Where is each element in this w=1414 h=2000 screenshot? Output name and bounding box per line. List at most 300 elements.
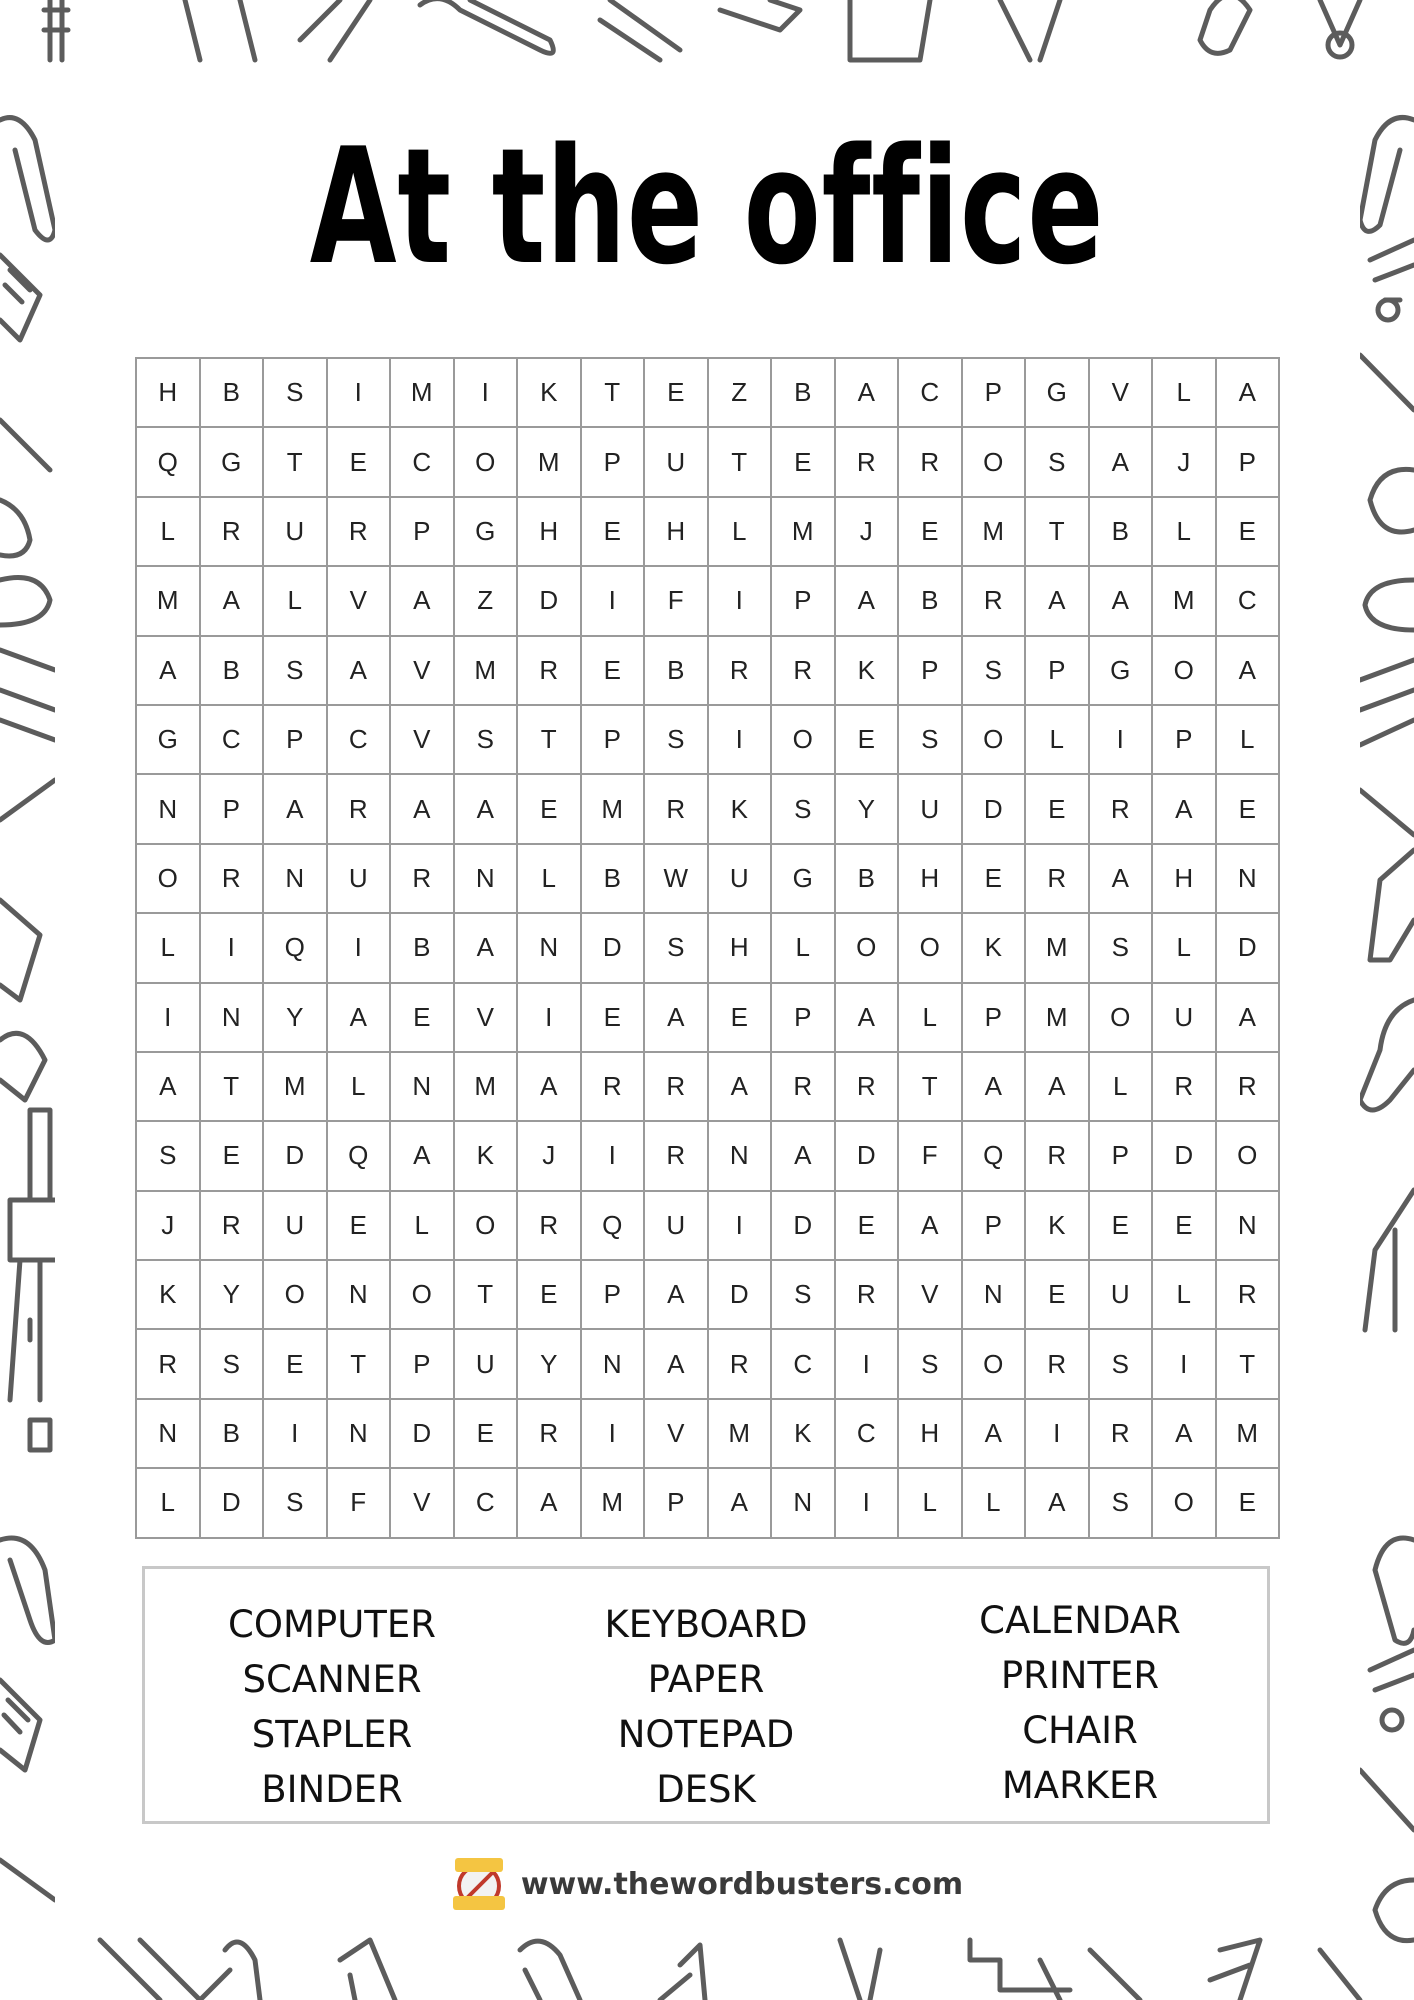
grid-cell: N — [264, 845, 328, 914]
grid-cell: A — [1026, 1053, 1090, 1122]
grid-cell: N — [391, 1053, 455, 1122]
grid-cell: J — [836, 498, 900, 567]
grid-cell: O — [455, 1192, 519, 1261]
grid-cell: P — [264, 706, 328, 775]
grid-cell: I — [582, 1400, 646, 1469]
grid-cell: D — [201, 1469, 265, 1538]
grid-cell: R — [391, 845, 455, 914]
grid-cell: R — [836, 428, 900, 497]
grid-cell: I — [709, 567, 773, 636]
grid-cell: G — [1026, 359, 1090, 428]
grid-cell: I — [328, 359, 392, 428]
grid-cell: L — [1153, 498, 1217, 567]
grid-cell: S — [772, 775, 836, 844]
grid-cell: R — [836, 1053, 900, 1122]
grid-cell: E — [899, 498, 963, 567]
grid-cell: U — [264, 498, 328, 567]
grid-cell: T — [201, 1053, 265, 1122]
grid-cell: L — [1153, 1261, 1217, 1330]
grid-cell: J — [137, 1192, 201, 1261]
grid-cell: N — [137, 1400, 201, 1469]
grid-cell: N — [455, 845, 519, 914]
grid-cell: A — [1026, 567, 1090, 636]
grid-cell: M — [772, 498, 836, 567]
grid-cell: M — [1026, 914, 1090, 983]
grid-cell: R — [201, 498, 265, 567]
grid-cell: E — [328, 1192, 392, 1261]
grid-cell: C — [455, 1469, 519, 1538]
grid-cell: R — [1153, 1053, 1217, 1122]
grid-cell: O — [1217, 1122, 1281, 1191]
grid-cell: L — [1153, 914, 1217, 983]
grid-cell: L — [518, 845, 582, 914]
grid-cell: M — [1217, 1400, 1281, 1469]
grid-cell: A — [391, 567, 455, 636]
grid-cell: A — [963, 1053, 1027, 1122]
grid-cell: D — [772, 1192, 836, 1261]
grid-cell: M — [582, 1469, 646, 1538]
grid-cell: O — [264, 1261, 328, 1330]
grid-cell: C — [201, 706, 265, 775]
grid-cell: P — [963, 359, 1027, 428]
grid-cell: A — [1090, 428, 1154, 497]
word-list-item: STAPLER — [251, 1713, 413, 1756]
grid-cell: R — [963, 567, 1027, 636]
grid-cell: S — [1090, 914, 1154, 983]
grid-cell: V — [391, 706, 455, 775]
grid-cell: B — [391, 914, 455, 983]
grid-cell: U — [899, 775, 963, 844]
grid-cell: Z — [455, 567, 519, 636]
footer — [0, 1852, 1414, 1916]
grid-cell: R — [836, 1261, 900, 1330]
grid-cell: G — [137, 706, 201, 775]
grid-cell: E — [709, 984, 773, 1053]
grid-cell: C — [328, 706, 392, 775]
grid-cell: V — [899, 1261, 963, 1330]
grid-cell: I — [1026, 1400, 1090, 1469]
grid-cell: T — [518, 706, 582, 775]
grid-cell: D — [391, 1400, 455, 1469]
grid-cell: I — [709, 1192, 773, 1261]
word-list-item: MARKER — [1001, 1764, 1159, 1807]
grid-cell: E — [455, 1400, 519, 1469]
grid-cell: R — [645, 775, 709, 844]
grid-cell: I — [1090, 706, 1154, 775]
grid-cell: R — [518, 1192, 582, 1261]
grid-cell: Y — [836, 775, 900, 844]
grid-cell: S — [645, 706, 709, 775]
grid-cell: O — [963, 428, 1027, 497]
grid-cell: P — [963, 1192, 1027, 1261]
grid-cell: I — [836, 1469, 900, 1538]
grid-cell: W — [645, 845, 709, 914]
grid-cell: P — [1026, 637, 1090, 706]
grid-cell: Z — [709, 359, 773, 428]
grid-cell: R — [1090, 775, 1154, 844]
grid-cell: A — [201, 567, 265, 636]
grid-cell: E — [645, 359, 709, 428]
grid-cell: D — [709, 1261, 773, 1330]
word-list-item: BINDER — [261, 1768, 403, 1811]
grid-cell: O — [391, 1261, 455, 1330]
grid-cell: B — [836, 845, 900, 914]
grid-cell: P — [963, 984, 1027, 1053]
grid-cell: A — [455, 775, 519, 844]
grid-cell: R — [709, 1330, 773, 1399]
grid-cell: E — [391, 984, 455, 1053]
grid-cell: E — [582, 637, 646, 706]
grid-cell: E — [1217, 775, 1281, 844]
right-decoration — [1360, 118, 1414, 1941]
grid-cell: S — [264, 359, 328, 428]
grid-cell: E — [1026, 1261, 1090, 1330]
grid-cell: A — [709, 1053, 773, 1122]
grid-cell: P — [772, 567, 836, 636]
grid-cell: A — [645, 1330, 709, 1399]
grid-cell: T — [1026, 498, 1090, 567]
grid-cell: O — [1153, 1469, 1217, 1538]
grid-cell: B — [201, 637, 265, 706]
grid-cell: M — [518, 428, 582, 497]
grid-cell: R — [518, 1400, 582, 1469]
grid-cell: M — [391, 359, 455, 428]
grid-cell: A — [328, 637, 392, 706]
grid-cell: H — [1153, 845, 1217, 914]
grid-cell: S — [1026, 428, 1090, 497]
grid-cell: A — [1217, 984, 1281, 1053]
grid-cell: P — [1090, 1122, 1154, 1191]
grid-cell: K — [518, 359, 582, 428]
grid-cell: H — [899, 1400, 963, 1469]
grid-cell: U — [709, 845, 773, 914]
grid-cell: A — [328, 984, 392, 1053]
grid-cell: N — [518, 914, 582, 983]
grid-cell: E — [201, 1122, 265, 1191]
grid-cell: P — [582, 706, 646, 775]
grid-cell: H — [518, 498, 582, 567]
grid-cell: U — [264, 1192, 328, 1261]
grid-cell: R — [709, 637, 773, 706]
grid-cell: A — [518, 1469, 582, 1538]
grid-cell: A — [772, 1122, 836, 1191]
grid-cell: T — [1217, 1330, 1281, 1399]
grid-cell: N — [772, 1469, 836, 1538]
grid-cell: B — [899, 567, 963, 636]
grid-cell: I — [836, 1330, 900, 1399]
grid-cell: M — [1026, 984, 1090, 1053]
grid-cell: N — [582, 1330, 646, 1399]
grid-cell: E — [328, 428, 392, 497]
bottom-decoration — [100, 1940, 1360, 2000]
grid-cell: H — [899, 845, 963, 914]
grid-cell: C — [899, 359, 963, 428]
grid-cell: S — [963, 637, 1027, 706]
word-list-item: DESK — [656, 1768, 756, 1811]
grid-cell: O — [1153, 637, 1217, 706]
grid-cell: L — [1217, 706, 1281, 775]
grid-cell: D — [518, 567, 582, 636]
grid-cell: A — [1026, 1469, 1090, 1538]
grid-cell: A — [899, 1192, 963, 1261]
word-list-item: KEYBOARD — [604, 1603, 808, 1646]
grid-cell: C — [1217, 567, 1281, 636]
grid-cell: A — [1217, 359, 1281, 428]
grid-cell: G — [1090, 637, 1154, 706]
grid-cell: S — [899, 706, 963, 775]
left-decoration — [0, 118, 60, 1901]
grid-cell: E — [1153, 1192, 1217, 1261]
grid-cell: B — [1090, 498, 1154, 567]
grid-cell: S — [899, 1330, 963, 1399]
grid-cell: K — [1026, 1192, 1090, 1261]
grid-cell: R — [1026, 1122, 1090, 1191]
word-list-item: SCANNER — [242, 1658, 422, 1701]
grid-cell: J — [518, 1122, 582, 1191]
grid-cell: D — [264, 1122, 328, 1191]
grid-cell: P — [1217, 428, 1281, 497]
grid-cell: L — [899, 1469, 963, 1538]
grid-cell: M — [455, 637, 519, 706]
grid-cell: J — [1153, 428, 1217, 497]
grid-cell: B — [582, 845, 646, 914]
grid-cell: I — [201, 914, 265, 983]
grid-cell: R — [201, 845, 265, 914]
website-url[interactable]: www.thewordbusters.com — [520, 1866, 964, 1902]
word-list-column-3 — [895, 1593, 1265, 1821]
word-list-item: CHAIR — [1022, 1709, 1138, 1752]
grid-cell: P — [201, 775, 265, 844]
grid-cell: L — [264, 567, 328, 636]
grid-cell: A — [1153, 1400, 1217, 1469]
grid-cell: R — [1026, 845, 1090, 914]
grid-cell: K — [455, 1122, 519, 1191]
grid-cell: Y — [264, 984, 328, 1053]
grid-cell: L — [899, 984, 963, 1053]
grid-cell: B — [645, 637, 709, 706]
grid-cell: R — [772, 1053, 836, 1122]
grid-cell: L — [1090, 1053, 1154, 1122]
grid-cell: O — [963, 706, 1027, 775]
grid-cell: I — [709, 706, 773, 775]
grid-cell: L — [137, 914, 201, 983]
grid-cell: A — [391, 1122, 455, 1191]
grid-cell: D — [836, 1122, 900, 1191]
grid-cell: E — [582, 984, 646, 1053]
grid-cell: I — [582, 567, 646, 636]
grid-cell: T — [455, 1261, 519, 1330]
grid-cell: R — [582, 1053, 646, 1122]
grid-cell: K — [963, 914, 1027, 983]
grid-cell: A — [709, 1469, 773, 1538]
grid-cell: S — [264, 1469, 328, 1538]
grid-cell: I — [455, 359, 519, 428]
grid-cell: A — [1090, 845, 1154, 914]
grid-cell: I — [328, 914, 392, 983]
grid-cell: M — [963, 498, 1027, 567]
grid-cell: F — [328, 1469, 392, 1538]
grid-cell: K — [137, 1261, 201, 1330]
grid-cell: S — [455, 706, 519, 775]
grid-cell: Q — [328, 1122, 392, 1191]
grid-cell: M — [455, 1053, 519, 1122]
grid-cell: U — [455, 1330, 519, 1399]
grid-cell: A — [645, 1261, 709, 1330]
grid-cell: B — [772, 359, 836, 428]
grid-cell: S — [137, 1122, 201, 1191]
grid-cell: D — [963, 775, 1027, 844]
grid-cell: C — [772, 1330, 836, 1399]
grid-cell: L — [1026, 706, 1090, 775]
grid-cell: L — [709, 498, 773, 567]
word-list-column-2 — [521, 1597, 891, 1821]
grid-cell: R — [899, 428, 963, 497]
grid-cell: C — [836, 1400, 900, 1469]
grid-cell: D — [1217, 914, 1281, 983]
grid-cell: D — [1153, 1122, 1217, 1191]
grid-cell: N — [1217, 1192, 1281, 1261]
word-list-item: COMPUTER — [228, 1603, 436, 1646]
grid-cell: E — [836, 1192, 900, 1261]
grid-cell: E — [1090, 1192, 1154, 1261]
grid-cell: V — [328, 567, 392, 636]
grid-cell: I — [264, 1400, 328, 1469]
grid-cell: R — [1026, 1330, 1090, 1399]
grid-cell: A — [137, 637, 201, 706]
grid-cell: E — [518, 775, 582, 844]
grid-cell: G — [455, 498, 519, 567]
grid-cell: A — [518, 1053, 582, 1122]
grid-cell: O — [1090, 984, 1154, 1053]
grid-cell: L — [1153, 359, 1217, 428]
grid-cell: R — [1217, 1261, 1281, 1330]
grid-cell: M — [137, 567, 201, 636]
grid-cell: S — [645, 914, 709, 983]
grid-cell: L — [772, 914, 836, 983]
grid-cell: M — [709, 1400, 773, 1469]
grid-cell: O — [137, 845, 201, 914]
grid-cell: R — [645, 1122, 709, 1191]
word-list-item: CALENDAR — [979, 1599, 1181, 1642]
grid-cell: Q — [137, 428, 201, 497]
grid-cell: T — [709, 428, 773, 497]
grid-cell: H — [137, 359, 201, 428]
grid-cell: Y — [201, 1261, 265, 1330]
grid-cell: S — [201, 1330, 265, 1399]
grid-cell: U — [1153, 984, 1217, 1053]
grid-cell: Q — [582, 1192, 646, 1261]
grid-cell: S — [1090, 1469, 1154, 1538]
grid-cell: K — [772, 1400, 836, 1469]
grid-cell: Q — [264, 914, 328, 983]
grid-cell: P — [391, 498, 455, 567]
grid-cell: G — [201, 428, 265, 497]
grid-cell: M — [264, 1053, 328, 1122]
grid-cell: U — [328, 845, 392, 914]
word-list-column-1 — [147, 1597, 517, 1821]
grid-cell: Q — [963, 1122, 1027, 1191]
grid-cell: I — [137, 984, 201, 1053]
grid-cell: A — [1217, 637, 1281, 706]
grid-cell: E — [1217, 498, 1281, 567]
grid-cell: A — [137, 1053, 201, 1122]
grid-cell: R — [201, 1192, 265, 1261]
grid-cell: L — [963, 1469, 1027, 1538]
grid-cell: V — [391, 1469, 455, 1538]
grid-cell: V — [1090, 359, 1154, 428]
grid-cell: A — [836, 567, 900, 636]
grid-cell: C — [391, 428, 455, 497]
grid-cell: P — [582, 428, 646, 497]
word-list-item: PAPER — [647, 1658, 765, 1701]
grid-cell: F — [645, 567, 709, 636]
grid-cell: U — [645, 1192, 709, 1261]
grid-cell: N — [1217, 845, 1281, 914]
grid-cell: R — [518, 637, 582, 706]
grid-cell: H — [645, 498, 709, 567]
grid-cell: N — [137, 775, 201, 844]
grid-cell: P — [582, 1261, 646, 1330]
grid-cell: G — [772, 845, 836, 914]
grid-cell: T — [582, 359, 646, 428]
word-list-box — [142, 1566, 1270, 1824]
grid-cell: Y — [518, 1330, 582, 1399]
grid-cell: B — [201, 1400, 265, 1469]
grid-cell: V — [391, 637, 455, 706]
grid-cell: E — [264, 1330, 328, 1399]
grid-cell: O — [836, 914, 900, 983]
grid-cell: N — [709, 1122, 773, 1191]
grid-cell: V — [455, 984, 519, 1053]
grid-cell: O — [772, 706, 836, 775]
grid-cell: E — [1026, 775, 1090, 844]
grid-cell: A — [836, 984, 900, 1053]
grid-cell: R — [645, 1053, 709, 1122]
grid-cell: P — [1153, 706, 1217, 775]
grid-cell: E — [772, 428, 836, 497]
word-list-item: PRINTER — [1000, 1654, 1160, 1697]
grid-cell: K — [836, 637, 900, 706]
grid-cell: R — [1217, 1053, 1281, 1122]
grid-cell: A — [963, 1400, 1027, 1469]
grid-cell: N — [328, 1400, 392, 1469]
grid-cell: R — [1090, 1400, 1154, 1469]
grid-cell: M — [1153, 567, 1217, 636]
word-search-grid — [135, 357, 1280, 1539]
grid-cell: D — [582, 914, 646, 983]
grid-cell: S — [264, 637, 328, 706]
grid-cell: V — [645, 1400, 709, 1469]
grid-cell: T — [264, 428, 328, 497]
grid-cell: A — [264, 775, 328, 844]
grid-cell: E — [582, 498, 646, 567]
grid-cell: N — [201, 984, 265, 1053]
grid-cell: A — [1090, 567, 1154, 636]
grid-cell: R — [772, 637, 836, 706]
grid-cell: L — [328, 1053, 392, 1122]
grid-cell: M — [582, 775, 646, 844]
grid-cell: S — [1090, 1330, 1154, 1399]
grid-cell: R — [137, 1330, 201, 1399]
grid-cell: S — [772, 1261, 836, 1330]
grid-cell: F — [899, 1122, 963, 1191]
grid-cell: A — [645, 984, 709, 1053]
grid-cell: E — [836, 706, 900, 775]
grid-cell: A — [391, 775, 455, 844]
grid-cell: P — [899, 637, 963, 706]
grid-cell: H — [709, 914, 773, 983]
grid-cell: E — [1217, 1469, 1281, 1538]
